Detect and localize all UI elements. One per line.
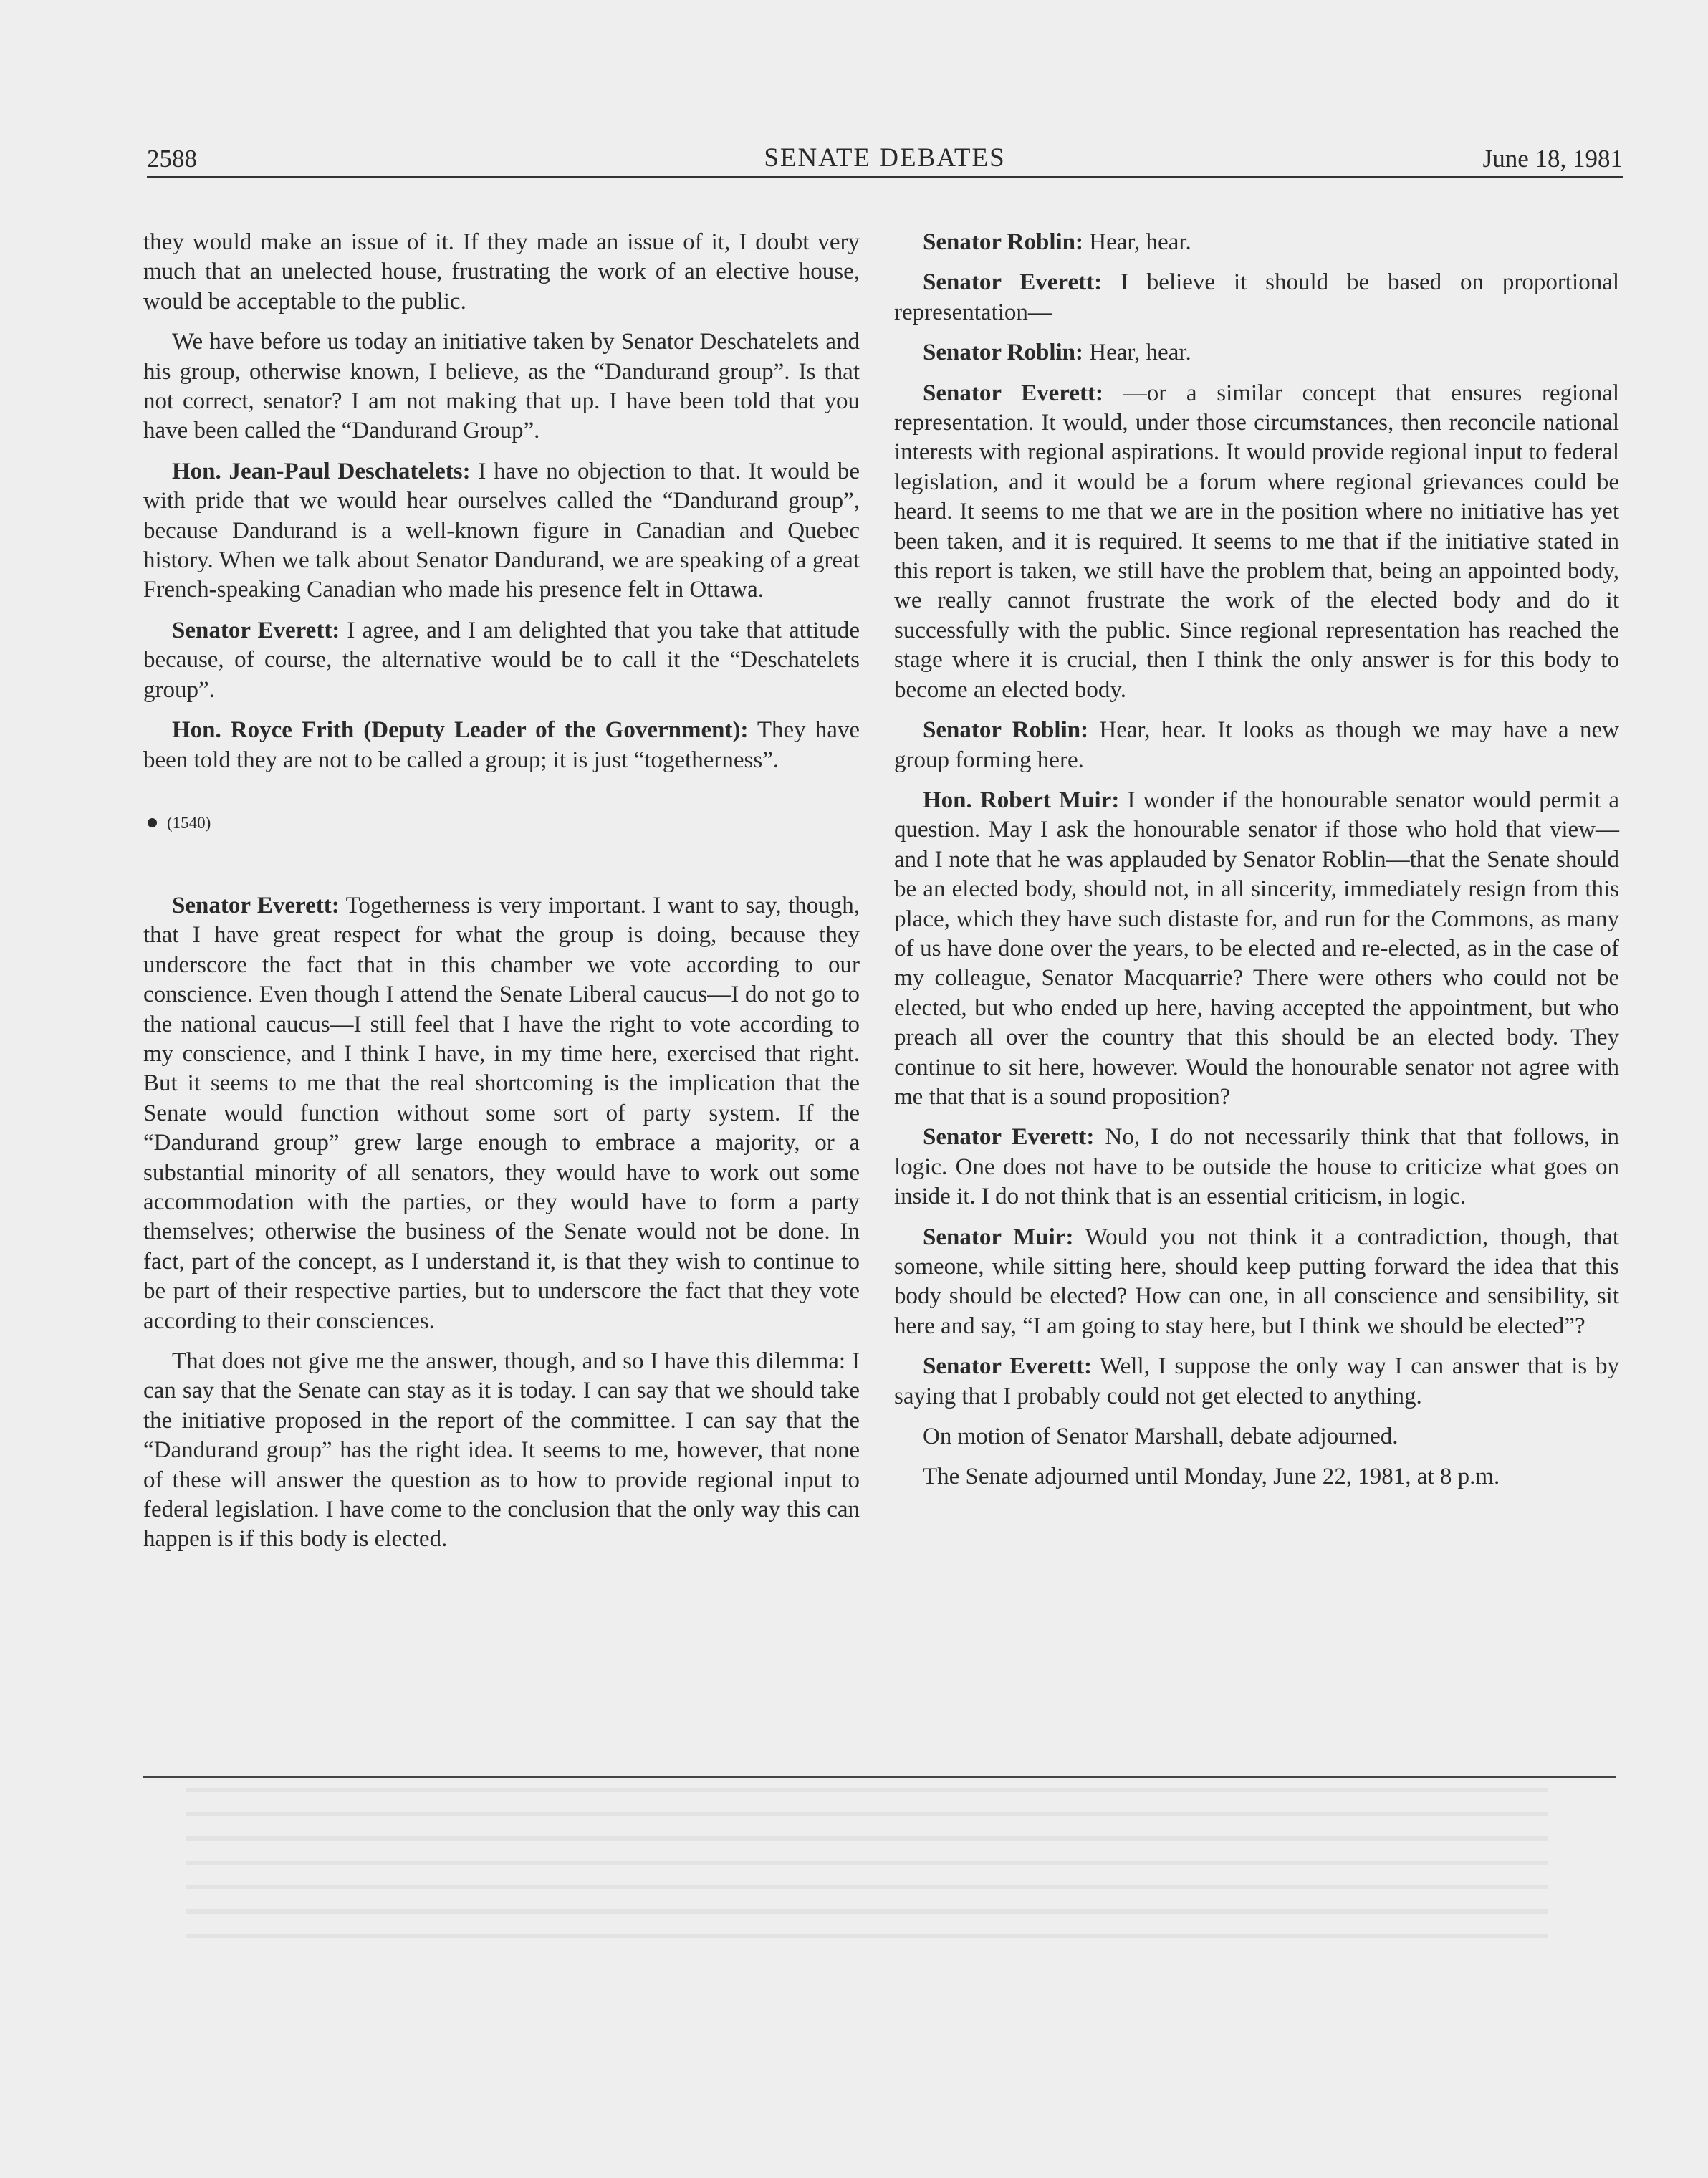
paragraph: [894, 1462, 1619, 1492]
speaker-name: Senator Everett:: [172, 617, 340, 643]
right-column: [894, 228, 1619, 1503]
speech-paragraph: [143, 891, 860, 1336]
speech-paragraph: [894, 379, 1619, 705]
left-column: [143, 228, 860, 1565]
time-marker: [143, 812, 860, 834]
paragraph-text: On motion of Senator Marshall, debate adjourned.: [923, 1424, 1398, 1450]
speech-paragraph: [143, 616, 860, 705]
paragraph-text: Would you not think it a contradiction, though, that someone, while sitting here, should keep putting forward the idea that this body should be elected? How can one, in all conscience and sensibility, sit here and say, “I am going to stay here, but I think we should be elected”?: [894, 1224, 1620, 1339]
paragraph-text: We have before us today an initiative taken by Senator Deschatelets and his group, otherwise known, I believe, as the “Dandurand group”. Is that not correct, senator? I am not making that up. I have been told that you have been called the “Dandurand Group”.: [143, 329, 860, 444]
paragraph-text: I believe it should be based on proportional representation—: [894, 269, 1620, 325]
paragraph-text: Hear, hear. It looks as though we may have a new group forming here.: [894, 717, 1619, 773]
speaker-name: Hon. Jean-Paul Deschatelets:: [172, 458, 471, 484]
speech-paragraph: [894, 268, 1619, 327]
show-through-texture: [186, 1788, 1548, 1938]
speech-paragraph: [894, 1352, 1619, 1411]
speech-paragraph: [894, 716, 1619, 775]
speaker-name: Senator Roblin:: [923, 229, 1084, 255]
speech-paragraph: [894, 338, 1619, 368]
paragraph-text: I have no objection to that. It would be with pride that we would hear ourselves called the “Dandurand group”, because Dandurand is a well-known figure in Canadian and Quebec history. When we talk about Senator Dandurand, we are speaking of a great French-speaking Canadian who made his presence felt in Ottawa.: [143, 458, 860, 603]
speech-paragraph: [894, 1123, 1619, 1212]
speaker-name: Senator Everett:: [923, 1353, 1092, 1380]
paragraph-text: Togetherness is very important. I want to say, though, that I have great respect for what the group is doing, because they underscore the fact that in this chamber we vote according to our conscience. Even though I attend the Senate Liberal caucus—I do not go to the national caucus—I still feel that I have the right to vote according to my conscience, and I think I have, in my time here, exercised that right. But it seems to me that the real shortcoming is the implication that the Senate would function without some sort of party system. If the “Dandurand group” grew large enough to embrace a majority, or a substantial minority of all senators, they would have to work out some accommodation with the parties, or they would have to form a party themselves; otherwise the business of the Senate would not be done. In fact, part of the concept, as I understand it, is that they wish to continue to be part of their respective parties, but to underscore the fact that they vote according to their consciences.: [143, 892, 860, 1334]
paragraph-text: I wonder if the honourable senator would permit a question. May I ask the honourable senator if those who hold that view—and I note that he was applauded by Senator Roblin—that the Senate should be an elected body, should not, in all sincerity, immediately resign from this place, which they have such distaste for, and run for the Commons, as many of us have done over the years, to be elected and re-elected, as in the case of my colleague, Senator Macquarrie? There were others who could not be elected, but who ended up here, having accepted the appointment, but who preach all over the country that this should be an elected body. They continue to sit here, however. Would the honourable senator not agree with me that that is a sound proposition?: [894, 787, 1620, 1110]
paragraph-text: That does not give me the answer, though, and so I have this dilemma: I can say that the Senate can stay as it is today. I can say that we should take the initiative proposed in the report of the committee. I can say that the “Dandurand group” has the right idea. It seems to me, however, that none of these will answer the question as to how to provide regional input to federal legislation. I have come to the conclusion that the only way this can happen is if this body is elected.: [143, 1348, 860, 1553]
time-marker-text: (1540): [167, 813, 211, 832]
page-number: 2588: [147, 145, 197, 173]
speaker-name: Senator Everett:: [172, 892, 340, 918]
bullet-icon: [148, 818, 157, 827]
paragraph-text: they would make an issue of it. If they made an issue of it, I doubt very much that an unelected house, frustrating the work of an elective house, would be acceptable to the public.: [143, 229, 860, 315]
paragraph-text: Well, I suppose the only way I can answer that is by saying that I probably could not get elected to anything.: [894, 1353, 1620, 1409]
paragraph-text: Hear, hear.: [1089, 229, 1191, 255]
speech-paragraph: [894, 1223, 1619, 1342]
paragraph-text: —or a similar concept that ensures regional representation. It would, under those circumstances, then reconcile national interests with regional aspirations. It would provide regional input to federal legislation, and it would be a forum where regional grievances could be heard. It seems to me that we are in the position where no initiative has yet been taken, and it is required. It seems to me that if the initiative stated in this report is taken, we still have the problem that, being an appointed body, we really cannot frustrate the work of the elected body and do it successfully with the public. Since regional representation has reached the stage where it is crucial, then I think the only answer is for this body to become an elected body.: [894, 380, 1620, 703]
speech-paragraph: [143, 716, 860, 775]
speech-paragraph: [894, 228, 1619, 257]
paragraph: [894, 1422, 1619, 1452]
speaker-name: Senator Everett:: [923, 269, 1103, 296]
paragraph-text: Hear, hear.: [1089, 340, 1191, 366]
speaker-name: Senator Roblin:: [923, 340, 1084, 366]
bottom-rule: [143, 1776, 1616, 1778]
speaker-name: Hon. Robert Muir:: [923, 787, 1120, 813]
paragraph-text: I agree, and I am delighted that you take that attitude because, of course, the alternative would be to call it the “Deschatelets group”.: [143, 617, 860, 703]
paragraph-text: No, I do not necessarily think that that follows, in logic. One does not have to be outside the house to criticize what goes on inside it. I do not think that is an essential criticism, in logic.: [894, 1124, 1619, 1210]
publication-date: June 18, 1981: [1482, 145, 1623, 173]
speaker-name: Senator Everett:: [923, 380, 1103, 406]
paragraph-text: The Senate adjourned until Monday, June 22, 1981, at 8 p.m.: [923, 1464, 1500, 1490]
paragraph: [143, 327, 860, 446]
page-header: [147, 140, 1623, 178]
speaker-name: Senator Muir:: [923, 1224, 1074, 1250]
speech-paragraph: [143, 457, 860, 605]
paragraph: [143, 228, 860, 317]
speech-paragraph: [894, 786, 1619, 1112]
paragraph-text: They have been told they are not to be called a group; it is just “togetherness”.: [143, 717, 860, 773]
speaker-name: Senator Roblin:: [923, 717, 1089, 744]
speaker-name: Hon. Royce Frith (Deputy Leader of the Government):: [172, 717, 749, 744]
publication-title: SENATE DEBATES: [764, 143, 1006, 173]
paragraph: [143, 1347, 860, 1555]
speaker-name: Senator Everett:: [923, 1124, 1095, 1151]
